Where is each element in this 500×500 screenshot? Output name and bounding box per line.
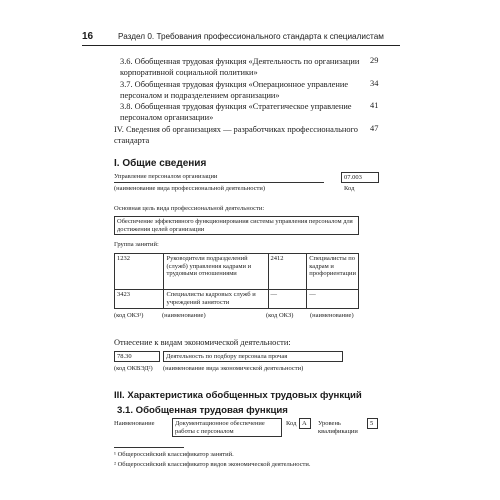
- page-header: [82, 31, 400, 46]
- table-row: [115, 290, 359, 309]
- function-name-value: Документационное обеспечение работы с персоналом: [172, 418, 282, 437]
- page-number: 16: [82, 31, 94, 42]
- section-title: III. Характеристика обобщенных трудовых функций: [114, 390, 362, 401]
- subsection-title: 3.1. Обобщенная трудовая функция: [117, 405, 288, 416]
- level-value: 5: [367, 418, 378, 429]
- goal-label: Основная цель вида профессиональной деятельности:: [114, 205, 265, 212]
- name-caption: (наименование): [162, 312, 206, 319]
- activity-name: Управление персоналом организации: [114, 172, 324, 183]
- toc-page: 34: [370, 79, 379, 88]
- toc-item: 3.8. Обобщенная трудовая функция «Стратегическое управление персоналом организации»: [120, 102, 352, 122]
- level-label: Уровень квалификации: [318, 420, 358, 435]
- okz-caption: (код ОКЗ¹): [114, 312, 144, 319]
- occupation-name: Руководители подразделений (служб) управления кадрами и трудовыми отношениями: [164, 254, 268, 290]
- running-title: Раздел 0. Требования профессионального стандарта к специалистам: [118, 32, 384, 41]
- activity-name-caption: (наименование вида профессиональной деятельности): [114, 185, 266, 192]
- occupation-name: Специалисты по кадрам и профориентации: [307, 254, 359, 290]
- occupation-group-table: [114, 253, 359, 309]
- toc-item: IV. Сведения об организациях — разработчиках профессионального стандарта: [114, 125, 358, 145]
- toc-item: 3.7. Обобщенная трудовая функция «Операционное управление персоналом и подразделением организации»: [120, 80, 349, 100]
- okved-name: Деятельность по подбору персонала прочая: [163, 351, 343, 362]
- okved-code: 78.30: [114, 351, 160, 362]
- okz-code: —: [268, 290, 307, 309]
- okved-name-caption: (наименование вида экономической деятельности): [163, 365, 304, 372]
- okz-code: 3423: [115, 290, 164, 309]
- okz-code: 1232: [115, 254, 164, 290]
- okved-caption: (код ОКВЭД²): [114, 365, 153, 372]
- econ-label: Отнесение к видам экономической деятельности:: [114, 338, 291, 347]
- toc-item: 3.6. Обобщенная трудовая функция «Деятельность по организации корпоративной социальной политики»: [120, 57, 360, 77]
- code-value: А: [299, 418, 311, 429]
- function-name-label: Наименование: [114, 420, 155, 427]
- toc-page: 41: [370, 101, 379, 110]
- toc-page: 29: [370, 56, 379, 65]
- group-label: Группа занятий:: [114, 241, 159, 248]
- footnote: ² Общероссийский классификатор видов экономической деятельности.: [114, 461, 311, 468]
- code-caption: Код: [344, 185, 355, 192]
- section-title: I. Общие сведения: [114, 158, 207, 169]
- table-row: [115, 254, 359, 290]
- okz-caption: (код ОКЗ): [266, 312, 294, 319]
- occupation-name: Специалисты кадровых служб и учреждений занятости: [164, 290, 268, 309]
- goal-text: Обеспечение эффективного функционирования системы управления персоналом для достижения целей организации: [114, 216, 359, 235]
- footnote-rule: [114, 447, 184, 448]
- footnote: ¹ Общероссийский классификатор занятий.: [114, 451, 234, 458]
- occupation-name: —: [307, 290, 359, 309]
- code-label: Код: [286, 420, 297, 427]
- toc-page: 47: [370, 124, 379, 133]
- activity-code: 07.003: [341, 172, 379, 183]
- name-caption: (наименование): [310, 312, 354, 319]
- okz-code: 2412: [268, 254, 307, 290]
